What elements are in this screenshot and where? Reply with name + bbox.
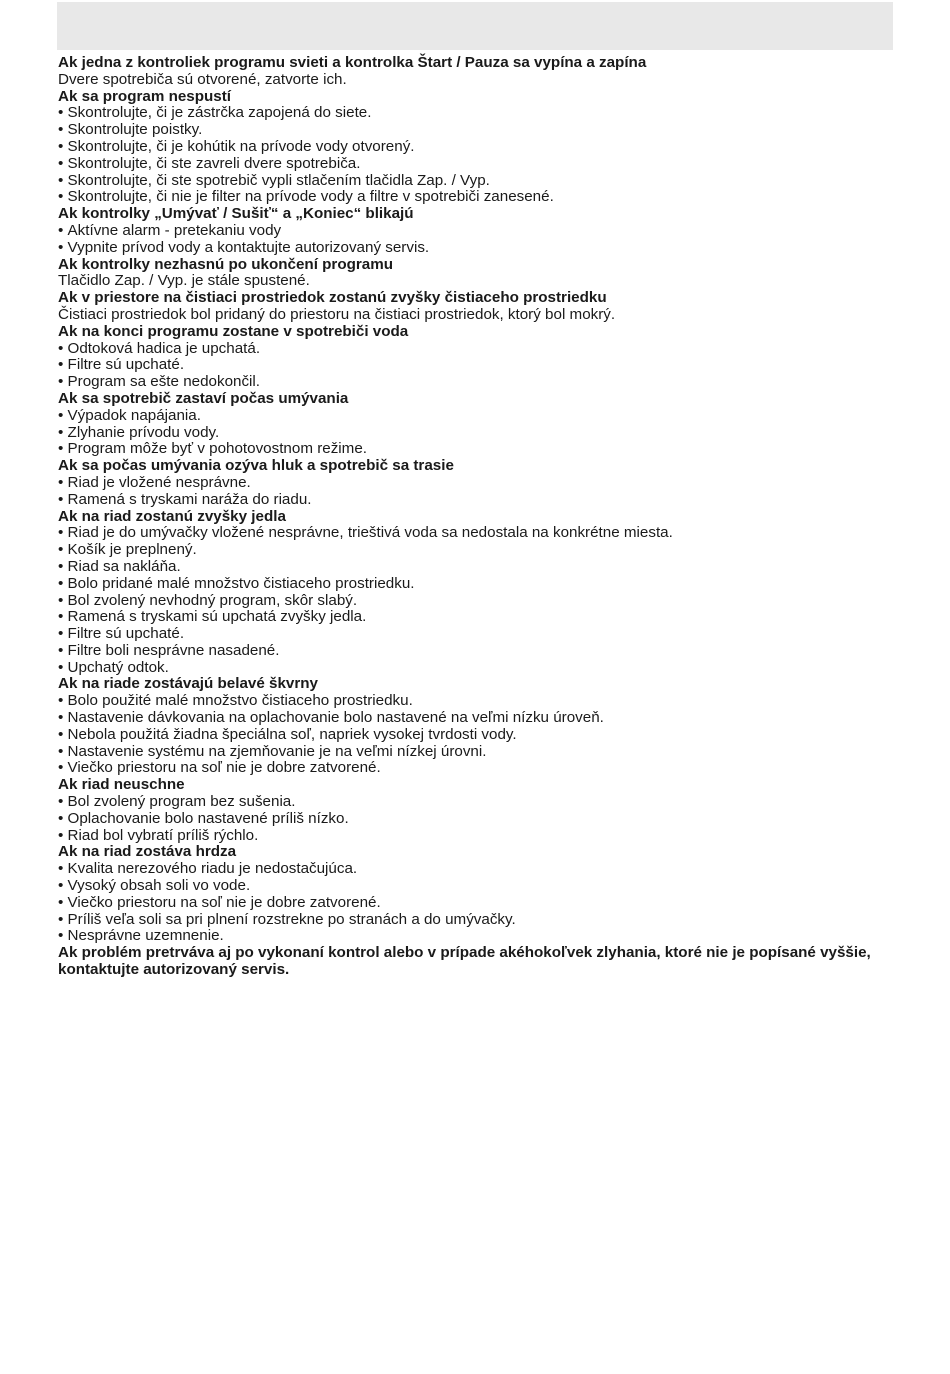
header-band xyxy=(57,2,893,50)
list-item: • Skontrolujte poistky. xyxy=(58,122,898,139)
list-item: • Skontrolujte, či je kohútik na prívode vody otvorený. xyxy=(58,139,898,156)
list-item: • Vypnite prívod vody a kontaktujte autorizovaný servis. xyxy=(58,240,898,257)
list-item: • Program sa ešte nedokončil. xyxy=(58,374,898,391)
bullet-list xyxy=(58,223,898,257)
troubleshooting-section xyxy=(58,257,898,291)
section-title: Ak sa počas umývania ozýva hluk a spotrebič sa trasie xyxy=(58,457,454,475)
list-item: • Skontrolujte, či ste zavreli dvere spotrebiča. xyxy=(58,156,898,173)
bullet-list xyxy=(58,861,898,945)
section-title: Ak na riade zostávajú belavé škvrny xyxy=(58,675,319,693)
section-title: Ak riad neuschne xyxy=(58,776,185,794)
list-item: • Riad je vložené nesprávne. xyxy=(58,475,898,492)
troubleshooting-content xyxy=(58,55,898,979)
troubleshooting-section xyxy=(58,391,898,458)
section-title: Ak jedna z kontroliek programu svieti a kontrolka Štart / Pauza sa vypína a zapína xyxy=(58,54,647,71)
troubleshooting-section xyxy=(58,324,898,391)
list-item: • Riad bol vybratí príliš rýchlo. xyxy=(58,828,898,845)
troubleshooting-sections xyxy=(58,55,898,945)
list-item: • Bolo použité malé množstvo čistiaceho prostriedku. xyxy=(58,693,898,710)
section-text: Dvere spotrebiča sú otvorené, zatvorte ich. xyxy=(58,70,347,88)
troubleshooting-section xyxy=(58,676,898,777)
list-item: • Nastavenie systému na zjemňovanie je na veľmi nízkej úrovni. xyxy=(58,744,898,761)
bullet-list xyxy=(58,408,898,458)
bullet-list xyxy=(58,341,898,391)
list-item: • Bolo pridané malé množstvo čistiaceho prostriedku. xyxy=(58,576,898,593)
bullet-list xyxy=(58,693,898,777)
list-item: • Viečko priestoru na soľ nie je dobre zatvorené. xyxy=(58,760,898,777)
section-text: Tlačidlo Zap. / Vyp. je stále spustené. xyxy=(58,272,310,290)
list-item: • Nebola použitá žiadna špeciálna soľ, napriek vysokej tvrdosti vody. xyxy=(58,727,898,744)
section-title: Ak na riad zostáva hrdza xyxy=(58,843,237,861)
bullet-list xyxy=(58,794,898,844)
section-title: Ak na konci programu zostane v spotrebiči voda xyxy=(58,322,409,340)
list-item: • Ramená s tryskami sú upchatá zvyšky jedla. xyxy=(58,609,898,626)
section-text: Čistiaci prostriedok bol pridaný do priestoru na čistiaci prostriedok, ktorý bol mokrý. xyxy=(58,305,616,323)
list-item: • Nastavenie dávkovania na oplachovanie bolo nastavené na veľmi nízku úroveň. xyxy=(58,710,898,727)
list-item: • Skontrolujte, či nie je filter na prívode vody a filtre v spotrebiči zanesené. xyxy=(58,189,898,206)
list-item: • Kvalita nerezového riadu je nedostačujúca. xyxy=(58,861,898,878)
list-item: • Skontrolujte, či ste spotrebič vypli stlačením tlačidla Zap. / Vyp. xyxy=(58,173,898,190)
list-item: • Bol zvolený program bez sušenia. xyxy=(58,794,898,811)
list-item: • Skontrolujte, či je zástrčka zapojená do siete. xyxy=(58,105,898,122)
list-item: • Košík je preplnený. xyxy=(58,542,898,559)
troubleshooting-section xyxy=(58,89,898,207)
list-item: • Príliš veľa soli sa pri plnení rozstrekne po stranách a do umývačky. xyxy=(58,912,898,929)
bullet-list xyxy=(58,475,898,509)
final-note: Ak problém pretrváva aj po vykonaní kontrol alebo v prípade akéhokoľvek zlyhania, ktoré nie je popísané vyššie, kontaktujte autorizovaný servis. xyxy=(58,944,871,979)
list-item: • Ramená s tryskami naráža do riadu. xyxy=(58,492,898,509)
list-item: • Nesprávne uzemnenie. xyxy=(58,928,898,945)
troubleshooting-section xyxy=(58,509,898,677)
list-item: • Odtoková hadica je upchatá. xyxy=(58,341,898,358)
list-item: • Vysoký obsah soli vo vode. xyxy=(58,878,898,895)
list-item: • Výpadok napájania. xyxy=(58,408,898,425)
troubleshooting-section xyxy=(58,55,898,89)
list-item: • Bol zvolený nevhodný program, skôr slabý. xyxy=(58,593,898,610)
list-item: • Filtre sú upchaté. xyxy=(58,626,898,643)
section-title: Ak kontrolky „Umývať / Sušiť“ a „Koniec“ blikajú xyxy=(58,205,414,223)
troubleshooting-section xyxy=(58,290,898,324)
section-title: Ak sa program nespustí xyxy=(58,87,232,105)
bullet-list xyxy=(58,525,898,676)
section-title: Ak v priestore na čistiaci prostriedok zostanú zvyšky čistiaceho prostriedku xyxy=(58,289,607,307)
list-item: • Aktívne alarm - pretekaniu vody xyxy=(58,223,898,240)
list-item: • Zlyhanie prívodu vody. xyxy=(58,425,898,442)
bullet-list xyxy=(58,105,898,206)
section-title: Ak kontrolky nezhasnú po ukončení programu xyxy=(58,255,394,273)
list-item: • Viečko priestoru na soľ nie je dobre zatvorené. xyxy=(58,895,898,912)
troubleshooting-section xyxy=(58,777,898,844)
list-item: • Upchatý odtok. xyxy=(58,660,898,677)
troubleshooting-section xyxy=(58,206,898,256)
troubleshooting-section xyxy=(58,458,898,508)
troubleshooting-section xyxy=(58,844,898,945)
list-item: • Filtre boli nesprávne nasadené. xyxy=(58,643,898,660)
list-item: • Filtre sú upchaté. xyxy=(58,357,898,374)
list-item: • Program môže byť v pohotovostnom režime. xyxy=(58,441,898,458)
list-item: • Riad sa nakláňa. xyxy=(58,559,898,576)
section-title: Ak na riad zostanú zvyšky jedla xyxy=(58,507,286,525)
list-item: • Oplachovanie bolo nastavené príliš nízko. xyxy=(58,811,898,828)
section-title: Ak sa spotrebič zastaví počas umývania xyxy=(58,389,349,407)
list-item: • Riad je do umývačky vložené nesprávne, trieštivá voda sa nedostala na konkrétne miesta. xyxy=(58,525,898,542)
